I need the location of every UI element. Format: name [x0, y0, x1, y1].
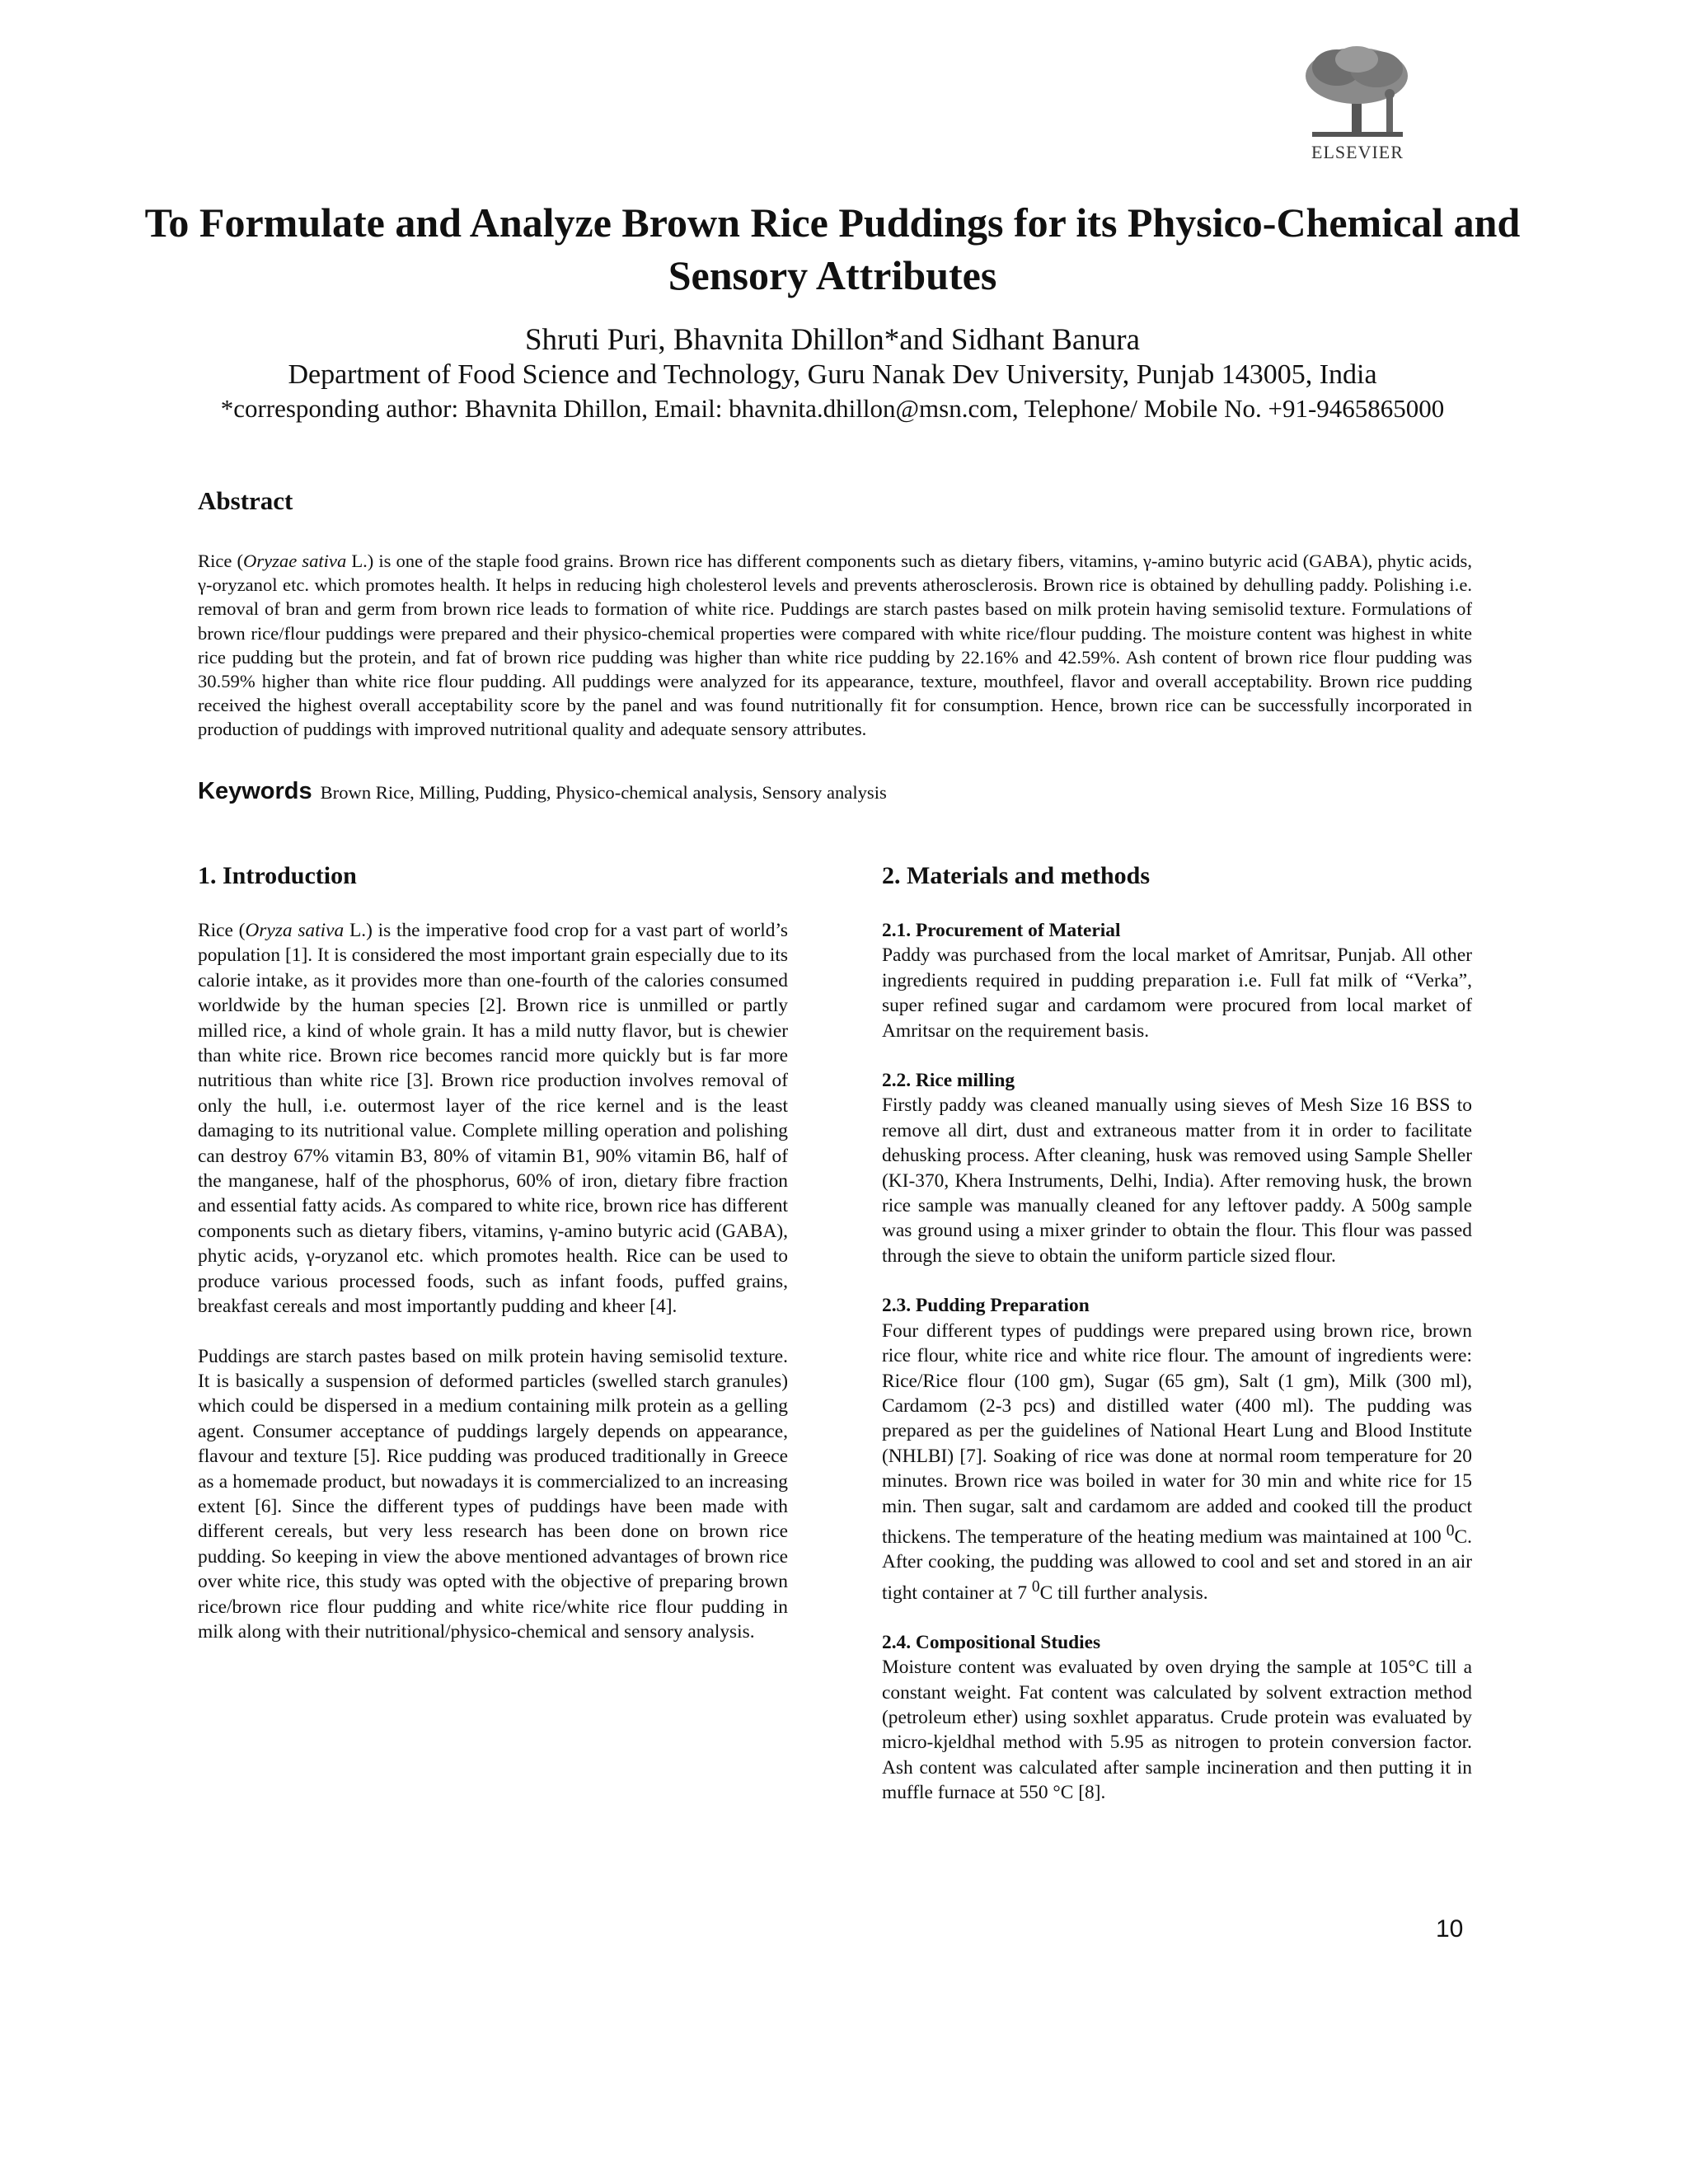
preparation-heading: 2.3. Pudding Preparation — [882, 1295, 1090, 1317]
page-number: 10 — [1436, 1915, 1464, 1943]
keywords-label: Keywords — [198, 778, 312, 804]
abstract-text — [198, 549, 1472, 742]
intro-paragraph-1 — [198, 918, 788, 1319]
paper-title: To Formulate and Analyze Brown Rice Puddings for its Physico-Chemical and Sensory Attributes — [144, 199, 1521, 298]
author-list: Shruti Puri, Bhavnita Dhillon*and Sidhant Banura — [524, 323, 1141, 357]
abstract-body: L.) is one of the staple food grains. Brown rice has different components such as dietary fibers, vitamins, γ-amino butyric acid (GABA), phytic acids, γ-oryzanol etc. which promotes health. It helps in reducing high cholesterol levels and prevents atherosclerosis. Brown rice is obtained by dehulling paddy. Polishing i.e. removal of bran and germ from brown rice leads to formation of white rice. Puddings are starch pastes based on milk protein having semisolid texture. Formulations of brown rice/flour puddings were prepared and their physico-chemical properties were compared with white rice/flour pudding. The moisture content was highest in white rice pudding but the protein, and fat of brown rice pudding was higher than white rice pudding by 22.16% and 42.59%. Ash content of brown rice flour pudding was 30.59% higher than white rice flour pudding. All puddings were analyzed for its appearance, texture, mouthfeel, flavor and overall acceptability. Brown rice pudding received the highest overall acceptability score by the panel and was found nutritionally fit for consumption. Hence, brown rice can be successfully incorporated in production of puddings with improved nutritional quality and adequate sensory attributes. — [198, 551, 1472, 740]
keywords-list: Brown Rice, Milling, Pudding, Physico-chemical analysis, Sensory analysis — [320, 782, 887, 803]
intro-paragraph-2: Puddings are starch pastes based on milk protein having semisolid texture. It is basically a suspension of deformed particles (swelled starch granules) which could be dispersed in a medium containing milk protein as a gelling agent. Consumer acceptance of puddings largely depends on appearance, flavour and texture [5]. Rice pudding was produced traditionally in Greece as a homemade product, but nowadays it is commercialized to an increasing extent [6]. Since the different types of puddings have been made with different cereals, but very less research has been done on brown rice pudding. So keeping in view the above mentioned advantages of brown rice over white rice, this study was opted with the objective of preparing brown rice/brown rice flour pudding and white rice/white rice flour pudding in milk along with their nutritional/physico-chemical and sensory analysis. — [198, 1345, 788, 1643]
abstract-heading: Abstract — [198, 486, 293, 515]
methods-heading: 2. Materials and methods — [882, 862, 1150, 889]
procurement-heading: 2.1. Procurement of Material — [882, 920, 1121, 941]
abstract-pre: Rice ( — [198, 551, 243, 571]
intro-p1-body: L.) is the imperative food crop for a vast part of world’s population [1]. It is considered the most important grain especially due to its calorie intake, as it provides more than one-fourth of the calories consumed worldwide by the human species [2]. Brown rice is unmilled or partly milled rice, a kind of whole grain. It has a mild nutty flavor, but is chewier than white rice. Brown rice becomes rancid more quickly but is far more nutritious than white rice [3]. Brown rice production involves removal of only the hull, i.e. outermost layer of the rice kernel and is the least damaging to its nutritional value. Complete milling operation and polishing can destroy 67% vitamin B3, 80% of vitamin B1, 90% vitamin B6, half of the manganese, half of the phosphorus, 60% of iron, dietary fibre fraction and essential fatty acids. As compared to white rice, brown rice has different components such as dietary fibers, vitamins, γ-amino butyric acid (GABA), phytic acids, γ-oryzanol etc. which promotes health. Rice can be used to produce various processed foods, such as infant foods, puffed grains, breakfast cereals and most importantly pudding and kheer [4]. — [198, 920, 788, 1318]
intro-p1-pre: Rice ( — [198, 920, 246, 941]
degree-sup-2: 0 — [1031, 1577, 1040, 1596]
keywords-line — [198, 777, 1472, 807]
procurement-text: Paddy was purchased from the local market of Amritsar, Punjab. All other ingredients required in pudding preparation i.e. Full fat milk of “Verka”, super refined sugar and cardamom were procured from local market of Amritsar on the requirement basis. — [882, 944, 1472, 1042]
preparation-text-b: C. After cooking, the pudding was allowed to cool and set and stored in an air tight container at 7 — [882, 1526, 1472, 1604]
methods-column — [882, 918, 1472, 1806]
compositional-text: Moisture content was evaluated by oven drying the sample at 105°C till a constant weight. Fat content was calculated by solvent extraction method (petroleum ether) using soxhlet apparatus. Crude protein was evaluated by micro-kjeldhal method with 5.95 as nitrogen to protein conversion factor. Ash content was calculated after sample incineration and then putting it in muffle furnace at 550 °C [8]. — [882, 1657, 1472, 1804]
compositional-heading: 2.4. Compositional Studies — [882, 1631, 1101, 1653]
degree-sup-1: 0 — [1446, 1521, 1455, 1540]
introduction-heading: 1. Introduction — [198, 862, 357, 889]
preparation-text-c: C till further analysis. — [1039, 1582, 1208, 1604]
affiliation: Department of Food Science and Technology, Guru Nanak Dev University, Punjab 143005, India — [288, 359, 1377, 390]
introduction-column — [198, 918, 788, 1644]
intro-species: Oryza sativa — [245, 920, 345, 941]
milling-heading: 2.2. Rice milling — [882, 1070, 1015, 1092]
tree-logo-graphic — [1296, 43, 1419, 142]
publisher-name: ELSEVIER — [1311, 142, 1404, 162]
abstract-species: Oryzae sativa — [242, 551, 347, 571]
corresponding-author: *corresponding author: Bhavnita Dhillon, Email: bhavnita.dhillon@msn.com, Telephone/ Mobile No. +91-9465865000 — [220, 394, 1445, 423]
preparation-text-a: Four different types of puddings were prepared using brown rice, brown rice flour, white rice and white rice flour. The amount of ingredients were: Rice/Rice flour (100 gm), Sugar (65 gm), Salt (1 gm), Milk (300 ml), Cardamom (2-3 pcs) and distilled water (400 ml). The pudding was prepared as per the guidelines of National Heart Lung and Blood Institute (NHLBI) [7]. Soaking of rice was done at normal room temperature for 20 minutes. Brown rice was boiled in water for 30 min and white rice for 15 min. Then sugar, salt and cardamom are added and cooked till the product thickens. The temperature of the heating medium was maintained at 100 — [882, 1319, 1472, 1548]
preparation-text — [882, 1319, 1472, 1605]
milling-text: Firstly paddy was cleaned manually using sieves of Mesh Size 16 BSS to remove all dirt, dust and extraneous matter from it in order to facilitate dehusking process. After cleaning, husk was removed using Sample Sheller (KI-370, Khera Instruments, Delhi, India). After removing husk, the brown rice sample was manually cleaned for any leftover paddy. A 500g sample was ground using a mixer grinder to obtain the flour. This flour was passed through the sieve to obtain the uniform particle sized flour. — [882, 1094, 1472, 1267]
